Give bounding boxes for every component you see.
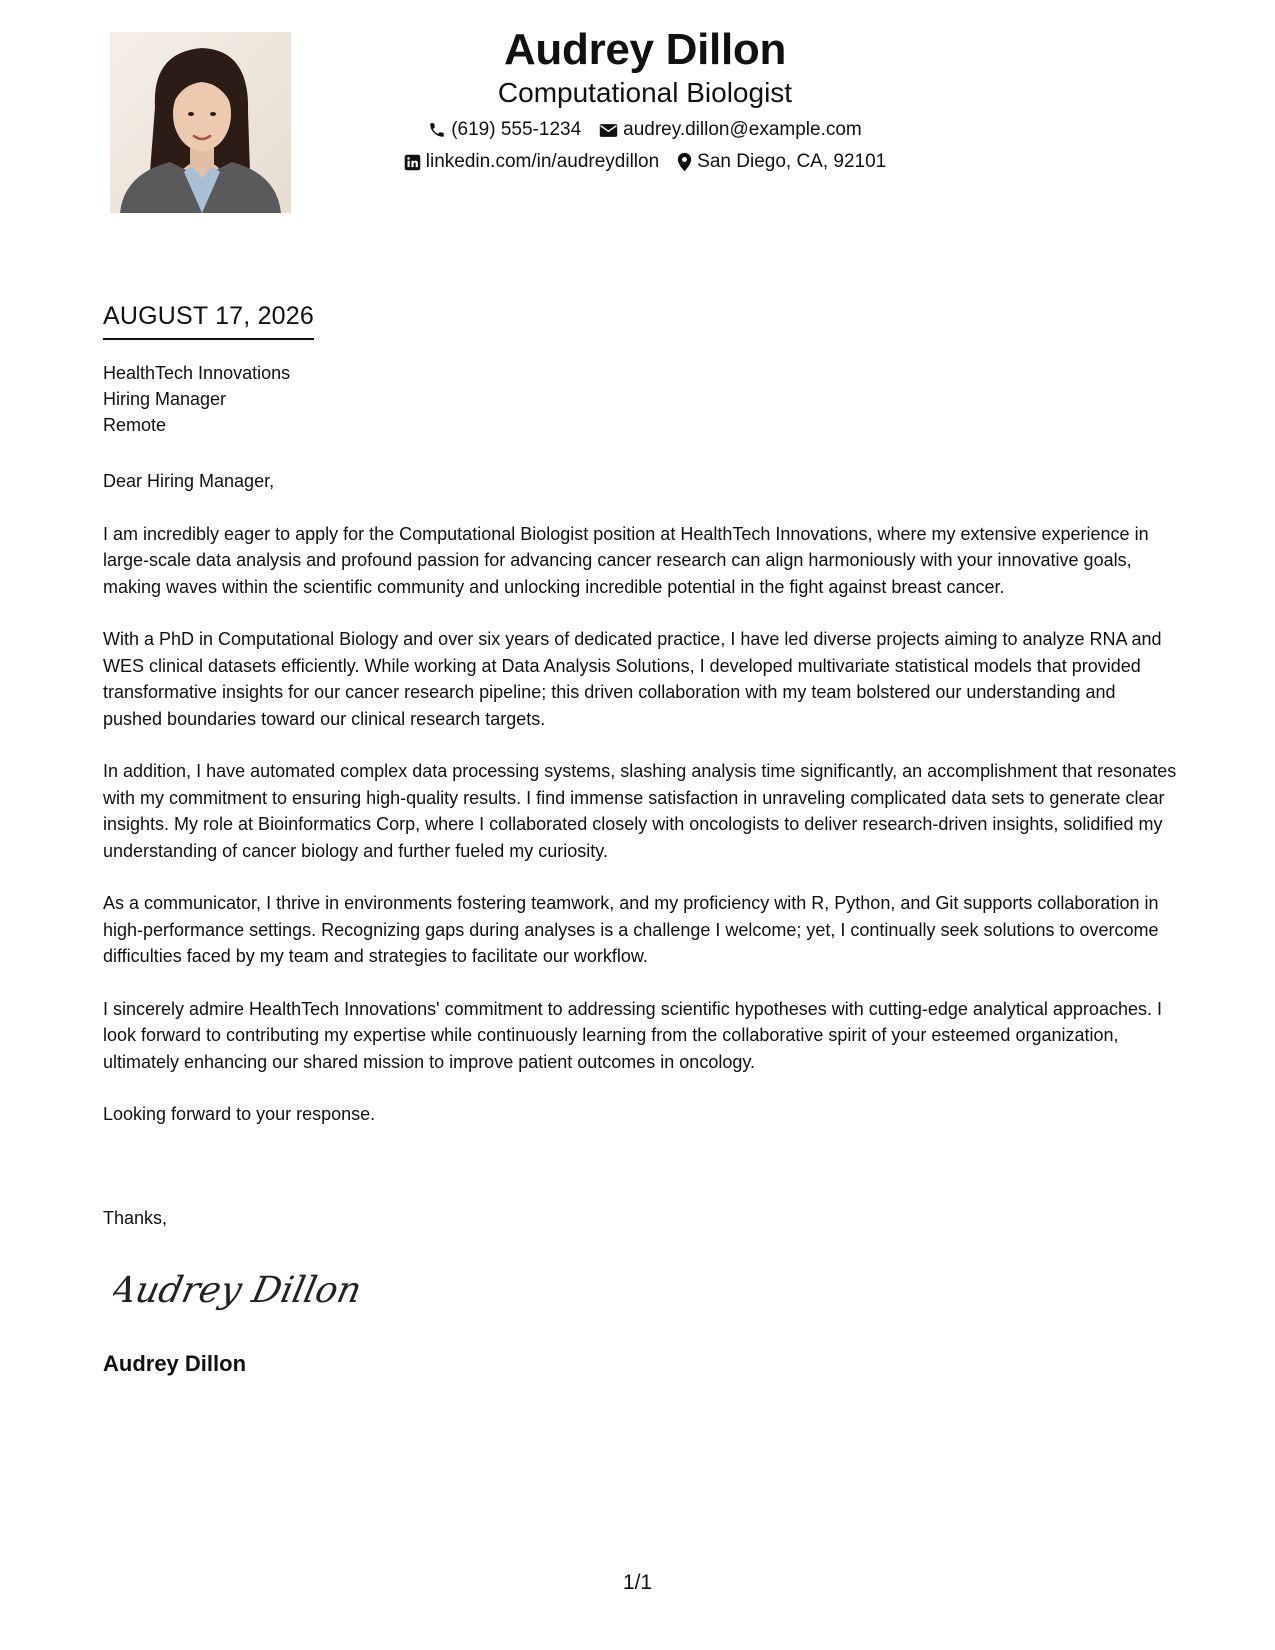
body-paragraph: I sincerely admire HealthTech Innovations' commitment to addressing scientific hypotheses with cutting-edge analytical approaches. I look forward to contributing my expertise while continuously learning from the collaborative spirit of your esteemed organization, ultimately enhancing our shared mission to improve patient outcomes in oncology. [103,998,1162,1072]
applicant-name: Audrey Dillon [503,25,787,74]
applicant-title: Computational Biologist [497,77,793,108]
body-paragraph: With a PhD in Computational Biology and over six years of dedicated practice, I have led diverse projects aiming to analyze RNA and WES clinical datasets efficiently. While working at Data Analysis Solutions, I developed multivariate statistical models that provided transformative insights for our cancer research pipeline; this driven collaboration with my team bolstered our understanding and pushed boundaries toward our clinical research targets. [103,629,1162,729]
closing: Thanks, [103,1208,168,1228]
signature-icon [113,1258,373,1318]
recipient-location: Remote [103,415,167,435]
contact-email-text: audrey.dillon@example.com [623,119,862,140]
contact-phone[interactable] [428,118,581,142]
body-paragraph: As a communicator, I thrive in environments fostering teamwork, and my proficiency with R, Python, and Git supports collaboration in high-performance settings. Recognizing gaps during analyses is a challenge I welcome; yet, I continually seek solutions to overcome difficulties faced by my team and strategies to facilitate our workflow. [103,893,1159,966]
body-paragraph: In addition, I have automated complex data processing systems, slashing analysis time significantly, an accomplishment that resonates with my commitment to ensuring high-quality results. I find immense satisfaction in unraveling complicated data sets to generate clear insights. My role at Bioinformatics Corp, where I collaborated closely with oncologists to deliver research-driven insights, solidified my understanding of cancer biology and further fueled my curiosity. [103,761,1177,861]
letter-header [300,22,990,174]
contact-linkedin-text: linkedin.com/in/audreydillon [425,151,660,172]
letter-date: AUGUST 17, 2026 [103,300,314,340]
contact-location [677,150,886,174]
body-paragraph: Looking forward to your response. [103,1104,376,1124]
recipient-contact: Hiring Manager [103,389,227,409]
svg-text:Audrey Dillon: Audrey Dillon [113,1268,366,1311]
recipient-company: HealthTech Innovations [103,363,291,383]
body-paragraph: I am incredibly eager to apply for the Computational Biologist position at HealthTech Innovations, where my extensive experience in large-scale data analysis and profound passion for advancing cancer research can align harmoniously with your innovative goals, making waves within the scientific community and unlocking incredible potential in the fight against breast cancer. [103,523,1149,597]
contact-phone-text: (619) 555-1234 [451,119,582,140]
contact-row-primary [300,118,990,142]
contact-email[interactable] [599,118,862,142]
profile-photo [110,32,291,213]
signer-name: Audrey Dillon [103,1351,247,1376]
linkedin-icon [404,154,421,171]
page-number: 1/1 [622,1571,653,1594]
portrait-photo-icon [110,32,291,213]
letter-body [103,468,1178,1154]
envelope-icon [599,123,618,138]
salutation: Dear Hiring Manager, [103,471,275,491]
contact-location-text: San Diego, CA, 92101 [697,151,887,172]
recipient-block [103,360,290,438]
handwritten-signature [113,1258,373,1318]
contact-row-secondary [300,150,990,174]
location-pin-icon [677,152,692,172]
contact-linkedin[interactable] [404,150,659,174]
phone-icon [428,121,446,139]
